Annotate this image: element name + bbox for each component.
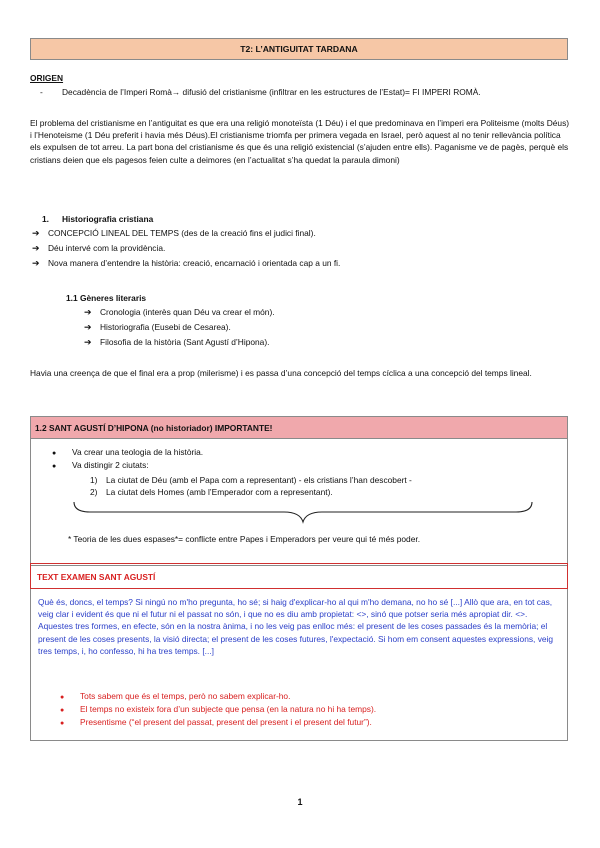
arrow-right-icon: ➔ (32, 228, 40, 238)
list-item-text: Filosofia de la història (Sant Agustí d’Hipona). (100, 337, 270, 347)
list-item-text: Déu intervé com la providència. (48, 243, 166, 253)
list-item-text: El temps no existeix fora d’un subjecte que pensa (en la natura no hi ha temps). (80, 704, 377, 715)
exam-heading: TEXT EXAMEN SANT AGUSTÍ (30, 563, 568, 589)
section1-heading (42, 213, 153, 225)
swords-theory-note: * Teoria de les dues espases*= conflicte entre Papes i Emperadors per veure qui té més poder. (68, 534, 421, 544)
list-item (60, 703, 540, 716)
arrow-right-icon: ➔ (84, 307, 92, 317)
bullet-icon: ● (52, 463, 57, 471)
list-item (32, 257, 572, 272)
paragraph-time: Havia una creença de que el final era a prop (milerisme) i es passa d’una concepció del temps cíclica a una concepció del temps lineal. (30, 368, 532, 378)
bullet-icon: ● (60, 694, 65, 701)
list-item-text: La ciutat dels Homes (amb l’Emperador com a representant). (106, 487, 333, 498)
arrow-right-icon: ➔ (84, 337, 92, 347)
list-item (60, 716, 540, 729)
list-item-text: Cronologia (interès quan Déu va crear el món). (100, 307, 275, 317)
arrow-right-icon: ➔ (32, 243, 40, 253)
list-item-text: Va distingir 2 ciutats: (72, 460, 149, 471)
list-item-text: Presentisme (“el present del passat, present del present i el present del futur”). (80, 717, 372, 728)
list-item (90, 486, 550, 498)
list-number: 1) (90, 475, 98, 485)
list-number: 2) (90, 487, 98, 498)
section12-heading: 1.2 SANT AGUSTÍ D’HIPONA (no historiador) IMPORTANTE! (30, 416, 568, 439)
list-item (90, 474, 550, 486)
list-item (52, 446, 552, 459)
curly-brace-icon (72, 500, 534, 524)
list-item (32, 227, 572, 242)
cities-list (90, 474, 550, 498)
page-title: T2: L’ANTIGUITAT TARDANA (30, 38, 568, 60)
list-item (84, 306, 564, 321)
list-item-text: Historiografia (Eusebi de Cesarea). (100, 322, 231, 332)
list-item-text: Nova manera d’entendre la història: creació, encarnació i orientada cap a un fi. (48, 258, 341, 268)
section11-heading: 1.1 Gèneres literaris (66, 293, 147, 303)
bullet-icon: ● (52, 450, 57, 457)
origen-item (40, 86, 580, 98)
origen-heading: ORIGEN (30, 73, 64, 83)
arrow-right-icon: ➔ (32, 258, 40, 268)
bullet-icon: ● (60, 720, 65, 728)
list-item-text: Va crear una teologia de la història. (72, 447, 204, 457)
section1-list (32, 227, 572, 272)
list-item-text: Tots sabem que és el temps, però no sabem explicar-ho. (80, 691, 291, 701)
list-item-text: La ciutat de Déu (amb el Papa com a representant) - els cristians l’han descobert - (106, 475, 412, 485)
origen-item-text: Decadència de l’Imperi Romà→ difusió del cristianisme (infiltrar en les estructures de l’Estat)= FI IMPERI ROMÀ. (62, 87, 481, 97)
list-item (84, 336, 564, 351)
paragraph-christianity: El problema del cristianisme en l’antiguitat es que era una religió monoteïsta (1 Déu) i el que predominava en l’imperi era Politeisme (molts Déus) i l’Henoteisme (1 Déu preferit i havia més Déus).El cristianisme triomfa per primera vegada en Israel, però aquest al no tenir rellevància política els expulsen de tot arreu. La part bona del cristianisme és que és una religió existencial (s’ajuden entre ells). Paganisme ve de pagès, perquè els cristians deien que els pagesos feien culte a deimores (en l’actualitat s’ha quedat la paraula dimoni) (30, 118, 570, 165)
section1-number: 1. (42, 214, 49, 224)
section11-list (84, 306, 564, 351)
arrow-right-icon: ➔ (84, 322, 92, 332)
list-item (60, 690, 540, 703)
section12-bullets (52, 446, 552, 472)
list-item (32, 242, 572, 257)
list-item (52, 459, 552, 472)
dash-marker: - (40, 87, 43, 97)
page-number: 1 (297, 797, 303, 807)
list-item (84, 321, 564, 336)
bullet-icon: ● (60, 707, 65, 715)
augustine-quote: Què és, doncs, el temps? Si ningú no m'ho pregunta, ho sé; si haig d'explicar-ho al qui m'ho demana, no ho sé [...] Allò que ara, en tot cas, veig clar i evident és que ni el futur ni el passat no són, i que no es diu amb propietat: <>, sinó que potser seria més apropiat dir. <>. Aquestes tres formes, en efecte, són en la nostra ànima, i no les veig pas enlloc més: el present de les coses passades és la memòria; el present de les coses presents, la visió directa; el present de les coses futures, l'expectació. Si hom em consent aquestes expressions, veig tres temps, i, ho confesso, hi ha tres temps. [...] (38, 597, 554, 656)
section1-title: Historiografia cristiana (62, 214, 154, 224)
exam-points (60, 690, 540, 729)
list-item-text: CONCEPCIÓ LINEAL DEL TEMPS (des de la creació fins el judici final). (48, 228, 316, 238)
